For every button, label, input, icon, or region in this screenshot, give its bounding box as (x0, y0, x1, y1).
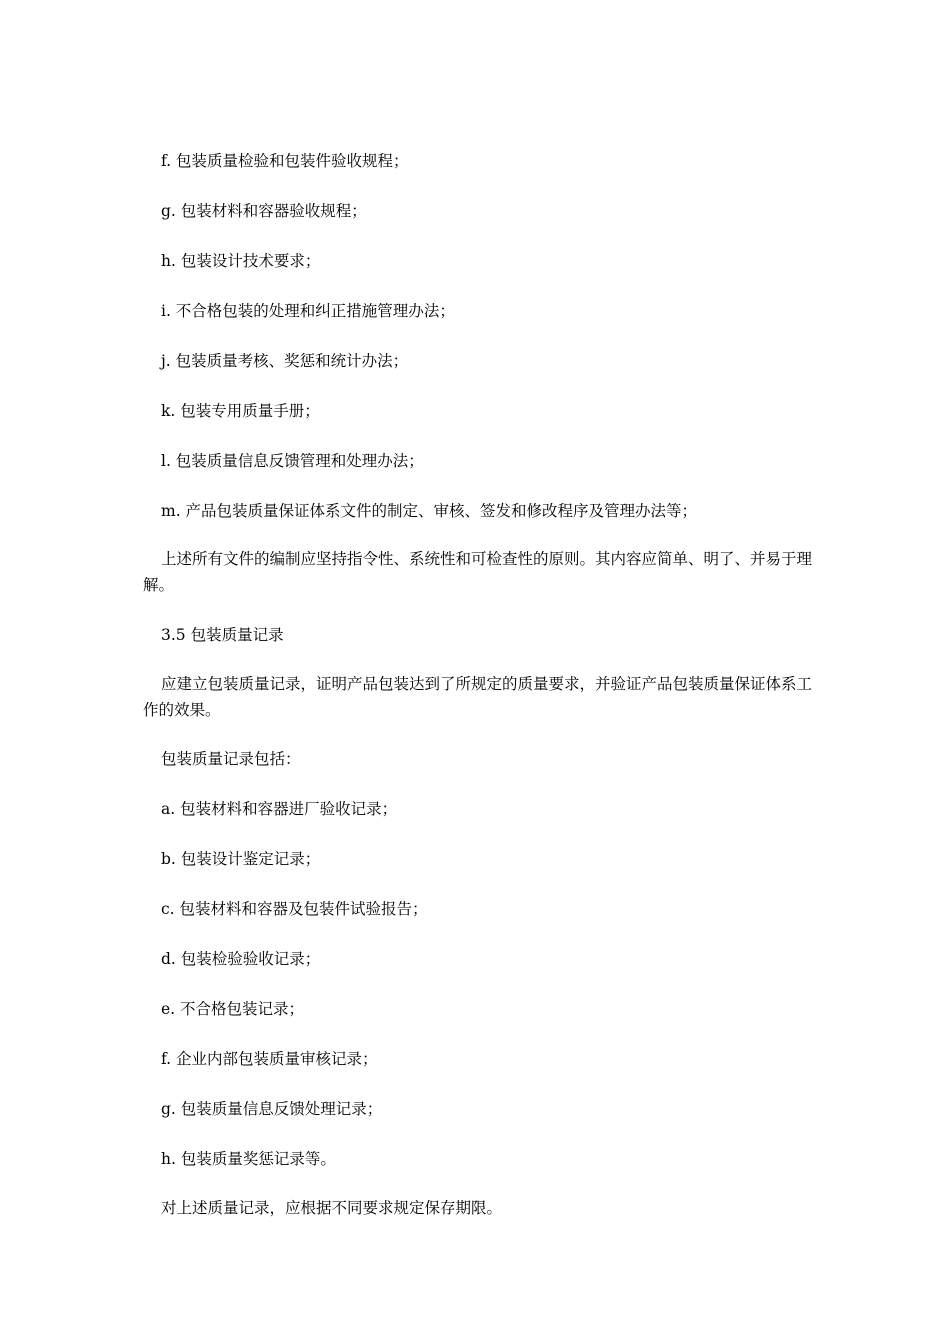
list-item-g-feedback-record: g. 包装质量信息反馈处理记录； (161, 1100, 383, 1118)
list-item-k-manual: k. 包装专用质量手册； (161, 402, 320, 420)
list-item-m-procedures: m. 产品包装质量保证体系文件的制定、审核、签发和修改程序及管理办法等； (161, 502, 698, 520)
list-item-f-audit-record: f. 企业内部包装质量审核记录； (161, 1050, 378, 1068)
paragraph-retention: 对上述质量记录，应根据不同要求规定保存期限。 (161, 1199, 503, 1217)
list-item-d-inspection-record: d. 包装检验验收记录； (161, 950, 321, 968)
list-item-f-inspection: f. 包装质量检验和包装件验收规程； (161, 152, 409, 170)
list-item-e-nonconforming-record: e. 不合格包装记录； (161, 1000, 305, 1018)
section-heading-3-5: 3.5 包装质量记录 (161, 626, 284, 644)
list-item-a-acceptance: a. 包装材料和容器进厂验收记录； (161, 800, 398, 818)
list-item-l-feedback: l. 包装质量信息反馈管理和处理办法； (161, 452, 424, 470)
list-item-c-test-report: c. 包装材料和容器及包装件试验报告； (161, 900, 428, 918)
paragraph-records-intro: 应建立包装质量记录，证明产品包装达到了所规定的质量要求，并验证产品包装质量保证体系工作的效果。 (143, 675, 813, 719)
list-item-h-reward-record: h. 包装质量奖惩记录等。 (161, 1150, 336, 1168)
list-item-i-nonconforming: i. 不合格包装的处理和纠正措施管理办法； (161, 302, 455, 320)
list-item-b-design-review: b. 包装设计鉴定记录； (161, 850, 321, 868)
list-item-g-materials: g. 包装材料和容器验收规程； (161, 202, 367, 220)
list-item-j-assessment: j. 包装质量考核、奖惩和统计办法； (161, 352, 409, 370)
paragraph-principles: 上述所有文件的编制应坚持指令性、系统性和可检查性的原则。其内容应简单、明了、并易于理解。 (143, 550, 813, 594)
paragraph-records-include: 包装质量记录包括： (161, 750, 301, 768)
list-item-h-design: h. 包装设计技术要求； (161, 252, 321, 270)
